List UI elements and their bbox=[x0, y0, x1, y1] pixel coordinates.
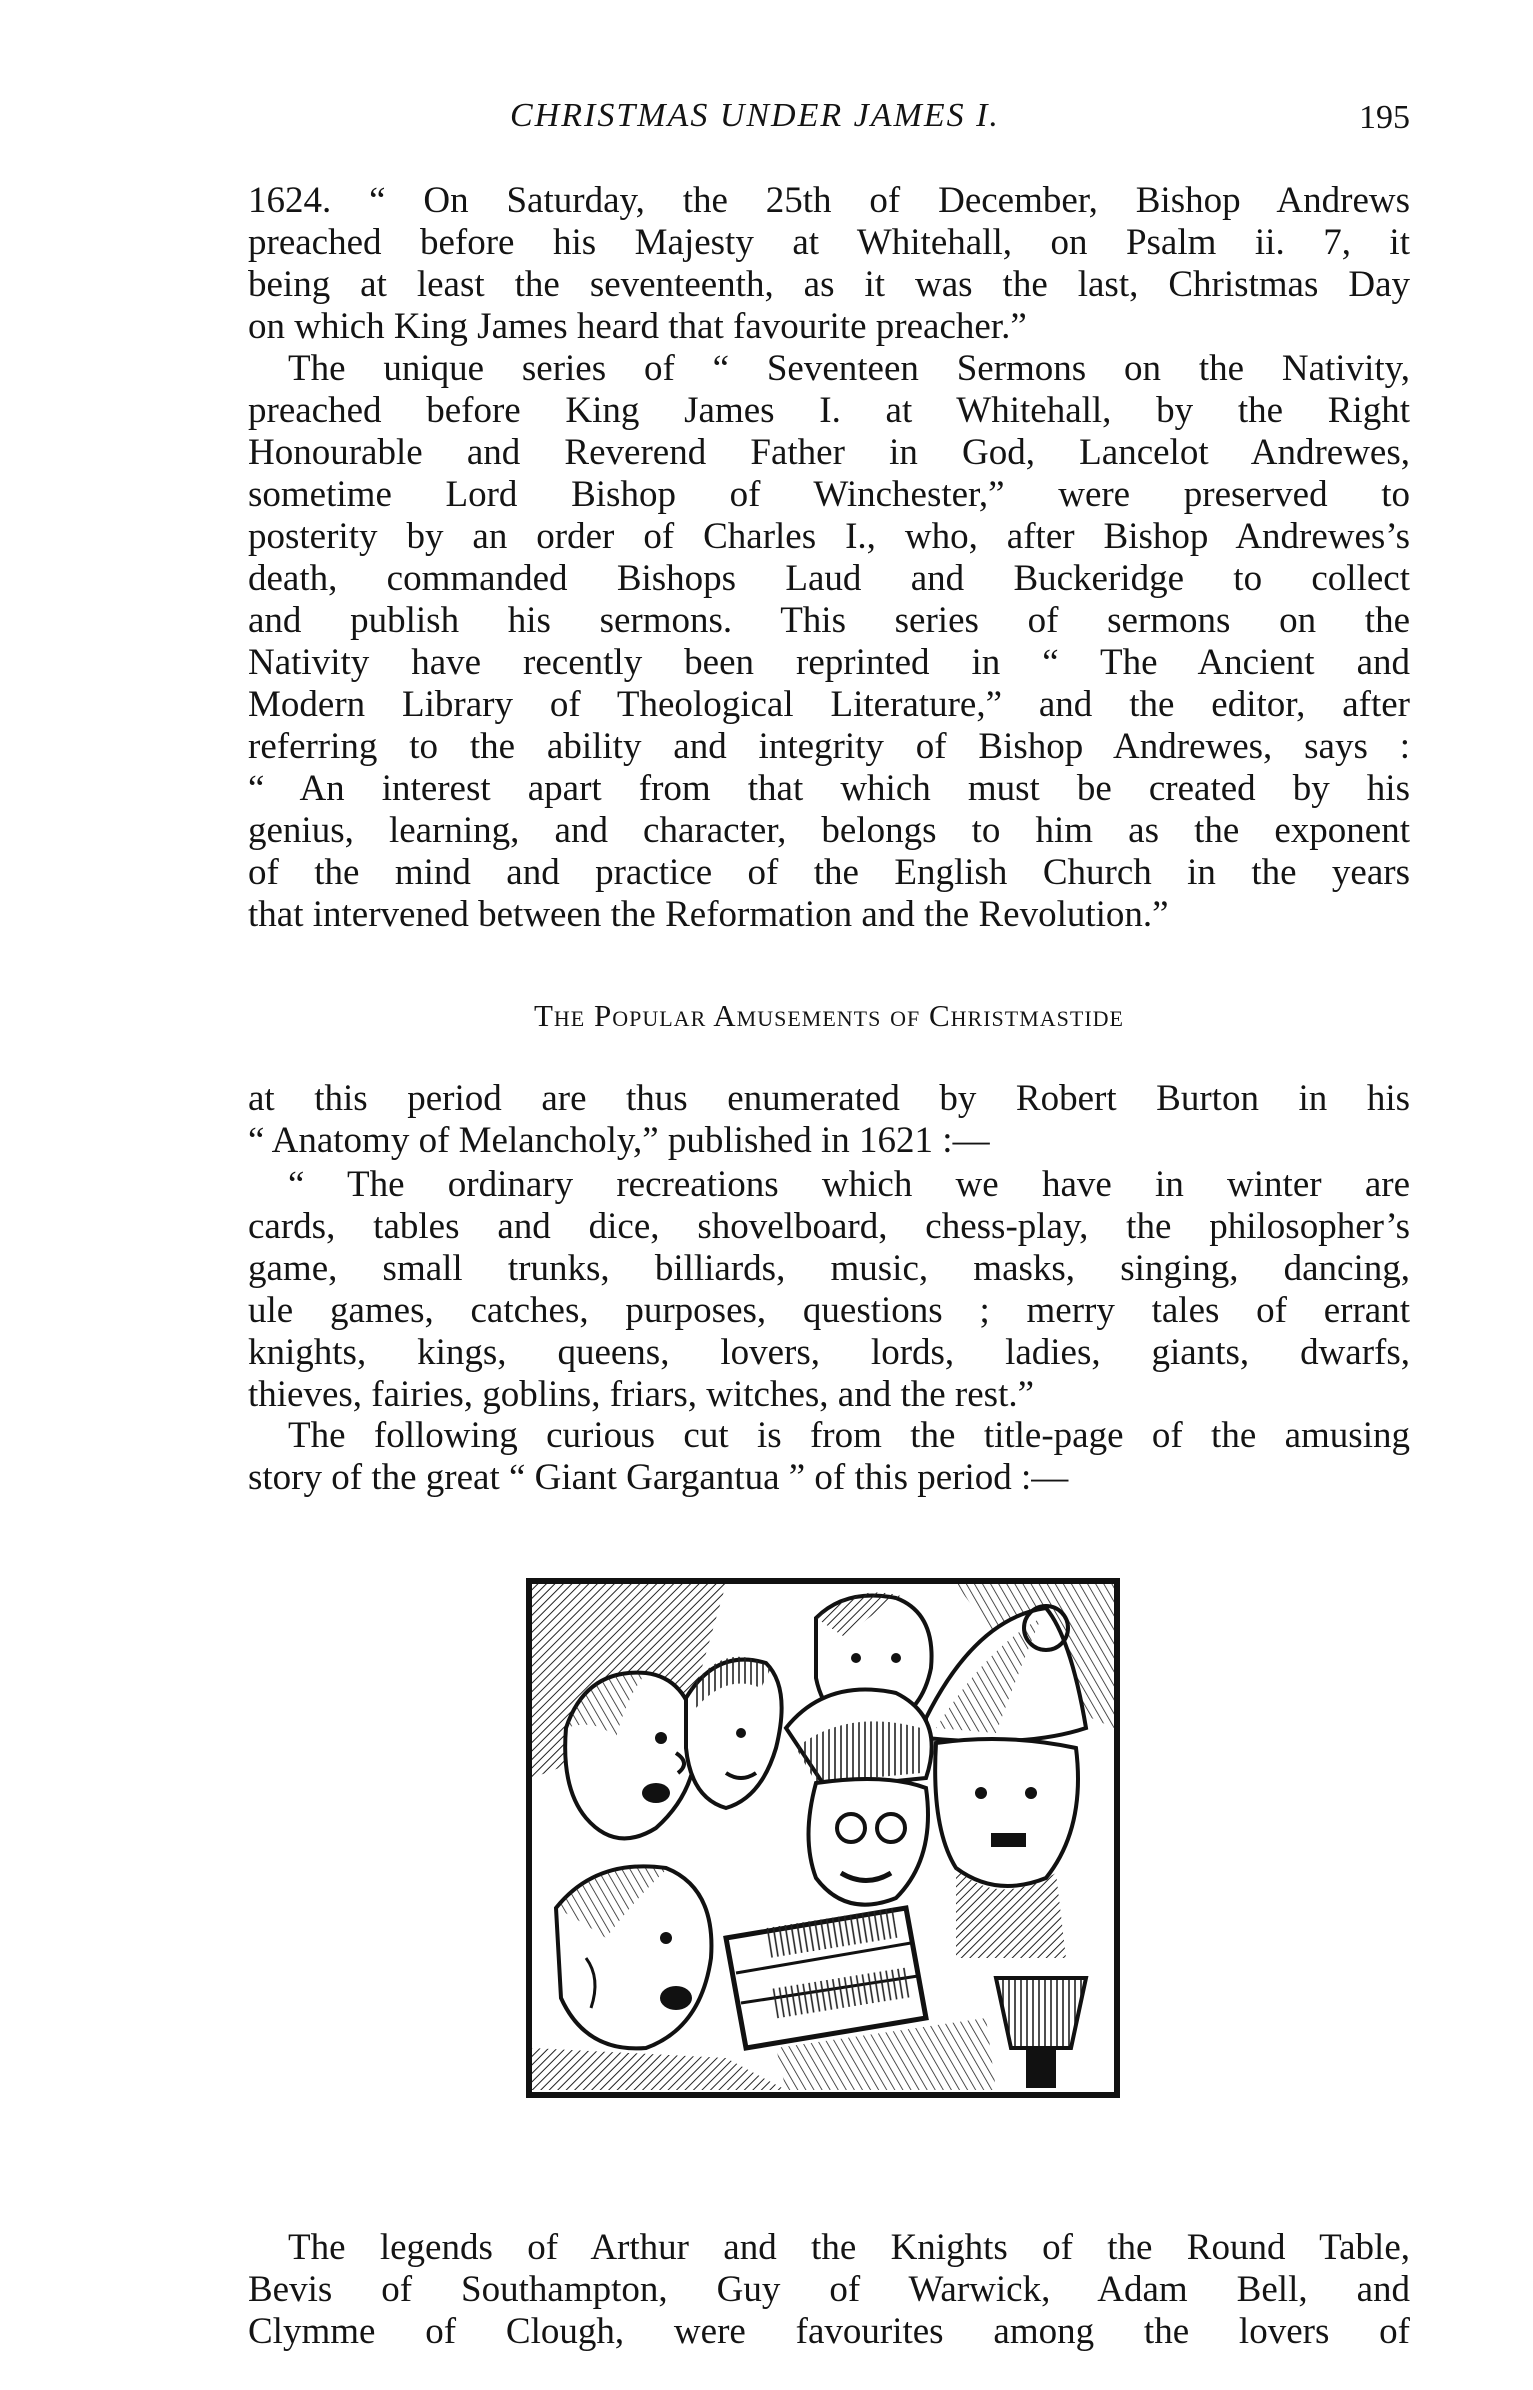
text-line: 1624. “ On Saturday, the 25th of December, Bishop Andrews bbox=[248, 180, 1410, 221]
text-line: cards, tables and dice, shovelboard, chess-play, the philosopher’s bbox=[248, 1206, 1410, 1247]
text-line: story of the great “ Giant Gargantua ” of this period :— bbox=[248, 1457, 1069, 1498]
paragraph-1624-bishop-andrews bbox=[248, 180, 1410, 348]
text-line: “ The ordinary recreations which we have in winter are bbox=[288, 1164, 1410, 1205]
text-line: referring to the ability and integrity of Bishop Andrewes, says : bbox=[248, 726, 1410, 767]
text-line: Bevis of Southampton, Guy of Warwick, Adam Bell, and bbox=[248, 2269, 1410, 2310]
text-line: Nativity have recently been reprinted in “ The Ancient and bbox=[248, 642, 1410, 683]
text-line: genius, learning, and character, belongs to him as the exponent bbox=[248, 810, 1410, 851]
text-line: at this period are thus enumerated by Robert Burton in his bbox=[248, 1078, 1410, 1119]
page-number: 195 bbox=[1359, 99, 1410, 136]
text-line: The unique series of “ Seventeen Sermons on the Nativity, bbox=[288, 348, 1410, 389]
page-header bbox=[248, 97, 1410, 147]
text-line: Clymme of Clough, were favourites among the lovers of bbox=[248, 2311, 1410, 2352]
paragraph-curious-cut bbox=[248, 1415, 1410, 1499]
text-line: game, small trunks, billiards, music, masks, singing, dancing, bbox=[248, 1248, 1410, 1289]
text-line: thieves, fairies, goblins, friars, witches, and the rest.” bbox=[248, 1374, 1035, 1415]
text-line: and publish his sermons. This series of sermons on the bbox=[248, 600, 1410, 641]
paragraph-burton bbox=[248, 1078, 1410, 1162]
text-line: death, commanded Bishops Laud and Buckeridge to collect bbox=[248, 558, 1410, 599]
text-line: of the mind and practice of the English Church in the years bbox=[248, 852, 1410, 893]
gargantua-woodcut-illustration bbox=[526, 1578, 1120, 2098]
text-line: The following curious cut is from the title-page of the amusing bbox=[288, 1415, 1410, 1456]
text-line: Modern Library of Theological Literature,” and the editor, after bbox=[248, 684, 1410, 725]
text-line: knights, kings, queens, lovers, lords, ladies, giants, dwarfs, bbox=[248, 1332, 1410, 1373]
text-line: The legends of Arthur and the Knights of the Round Table, bbox=[288, 2227, 1410, 2268]
paragraph-legends-of-arthur bbox=[248, 2227, 1410, 2353]
text-line: preached before King James I. at Whitehall, by the Right bbox=[248, 390, 1410, 431]
text-line: sometime Lord Bishop of Winchester,” were preserved to bbox=[248, 474, 1410, 515]
text-line: that intervened between the Reformation and the Revolution.” bbox=[248, 894, 1169, 935]
text-line: “ Anatomy of Melancholy,” published in 1621 :— bbox=[248, 1120, 990, 1161]
text-line: being at least the seventeenth, as it was the last, Christmas Day bbox=[248, 264, 1410, 305]
section-subheading: The Popular Amusements of Christmastide bbox=[533, 998, 1124, 1033]
woodcut-drawing bbox=[526, 1578, 1120, 2098]
text-line: “ An interest apart from that which must be created by his bbox=[248, 768, 1410, 809]
text-line: on which King James heard that favourite preacher.” bbox=[248, 306, 1027, 347]
text-line: Honourable and Reverend Father in God, Lancelot Andrewes, bbox=[248, 432, 1410, 473]
paragraph-seventeen-sermons bbox=[248, 348, 1410, 936]
running-head: CHRISTMAS UNDER JAMES I. bbox=[510, 97, 1000, 134]
quotation-ordinary-recreations bbox=[248, 1164, 1410, 1416]
text-line: posterity by an order of Charles I., who, after Bishop Andrewes’s bbox=[248, 516, 1410, 557]
text-line: ule games, catches, purposes, questions ; merry tales of errant bbox=[248, 1290, 1410, 1331]
text-line: preached before his Majesty at Whitehall, on Psalm ii. 7, it bbox=[248, 222, 1410, 263]
